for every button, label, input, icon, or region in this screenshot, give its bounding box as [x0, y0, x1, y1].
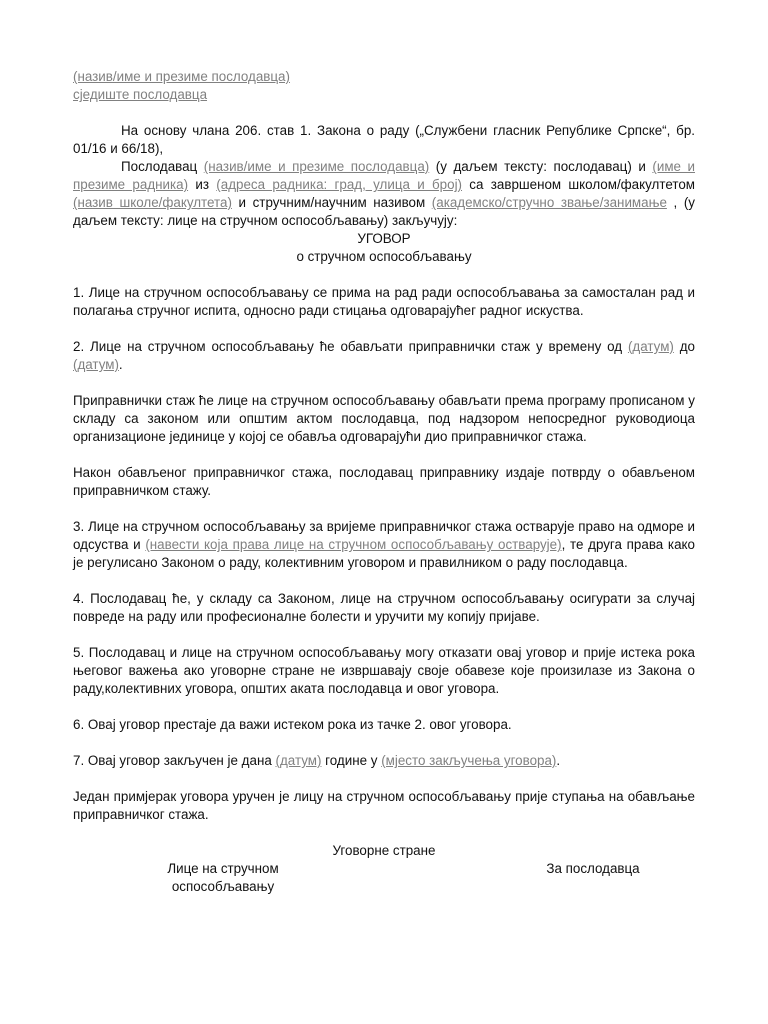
clause-1: 1. Лице на стручном оспособљавању се прима на рад ради оспособљавања за самосталан рад и полагања стручног испита, односно ради стицања одговарајућег радног искуства. [73, 285, 695, 318]
signature-heading: Уговорне стране [332, 843, 436, 858]
clause-2: 2. Лице на стручном оспособљавању ће обављати приправнички стаж у времену од (датум) до (датум). [73, 339, 695, 372]
closing-paragraph: Један примјерак уговора уручен је лицу на стручном оспособљавању прије ступања на обављање приправничког стажа. [73, 789, 695, 822]
clause-3: 3. Лице на стручном оспособљавању за вријеме приправничког стажа остварује право на одморе и одсуства и (навести која права лице на стручном оспособљавању остварује), те друга права како је регулисано Законом о раду, колективним уговором и правилником о раду послодавца. [73, 519, 695, 570]
signature-employer: За послодавца [546, 861, 640, 876]
clause-6: 6. Овај уговор престаје да важи истеком рока из тачке 2. овог уговора. [73, 717, 512, 732]
clause-2-certificate: Након обављеног приправничког стажа, послодавац приправнику издаје потврду о обављеном приправничком стажу. [73, 465, 695, 498]
placeholder-worker-address: (адреса радника: град, улица и број) [216, 177, 463, 192]
intro-parties: Послодавац (назив/име и презиме послодавца) (у даљем тексту: послодавац) и (име и презиме радника) из (адреса радника: град, улица и број) са завршеном школом/факултетом (назив школе/факултета) и стручним/научним називом (академско/стручно звање/занимање , (у даљем тексту: лице на стручном оспособљавању) закључују: [73, 159, 695, 228]
signature-trainee: Лице на стручном оспособљавању [167, 861, 279, 894]
placeholder-rights: (навести која права лице на стручном оспособљавању остварује) [145, 537, 562, 552]
header-employer-seat: сједиште послодавца [73, 87, 208, 102]
signature-block [73, 842, 695, 902]
placeholder-school: (назив школе/факултета) [73, 195, 232, 210]
placeholder-employer: (назив/име и презиме послодавца) [203, 159, 430, 174]
clause-4: 4. Послодавац ће, у складу са Законом, лице на стручном оспособљавању осигурати за случај повреде на раду или професионалне болести и уручити му копију пријаве. [73, 591, 695, 624]
placeholder-title: (академско/стручно звање/занимање [431, 195, 667, 210]
clause-5: 5. Послодавац и лице на стручном оспособљавању могу отказати овај уговор и прије истека рока његовог важења ако уговорне стране не извршавају своје обавезе које произилазе из Закона о раду,колективних уговора, општих аката послодавца и овог уговора. [73, 645, 695, 696]
placeholder-signing-date: (датум) [275, 753, 322, 768]
clause-7: 7. Овај уговор закључен је дана (датум) године у (мјесто закључења уговора). [73, 753, 561, 768]
header-employer-name: (назив/име и презиме послодавца) [73, 69, 290, 84]
intro-legal-basis: На основу члана 206. став 1. Закона о раду („Службени гласник Републике Српске“, бр. 01/16 и 66/18), [73, 123, 695, 156]
contract-subtitle: о стручном оспособљавању [296, 249, 472, 264]
clause-2-program: Приправнички стаж ће лице на стручном оспособљавању обављати према програму прописаном у складу са законом или општим актом послодавца, под надзором непосредног руководиоца организационе јединице у којој се обавља одговарајући дио приправничког стажа. [73, 393, 695, 444]
placeholder-date-from: (датум) [627, 339, 674, 354]
placeholder-worker-name: (име и презиме радника) [73, 159, 695, 192]
document-content [73, 68, 695, 902]
placeholder-signing-place: (мјесто закључења уговора) [381, 753, 557, 768]
contract-title: УГОВОР [357, 231, 411, 246]
placeholder-date-to: (датум) [73, 357, 119, 372]
